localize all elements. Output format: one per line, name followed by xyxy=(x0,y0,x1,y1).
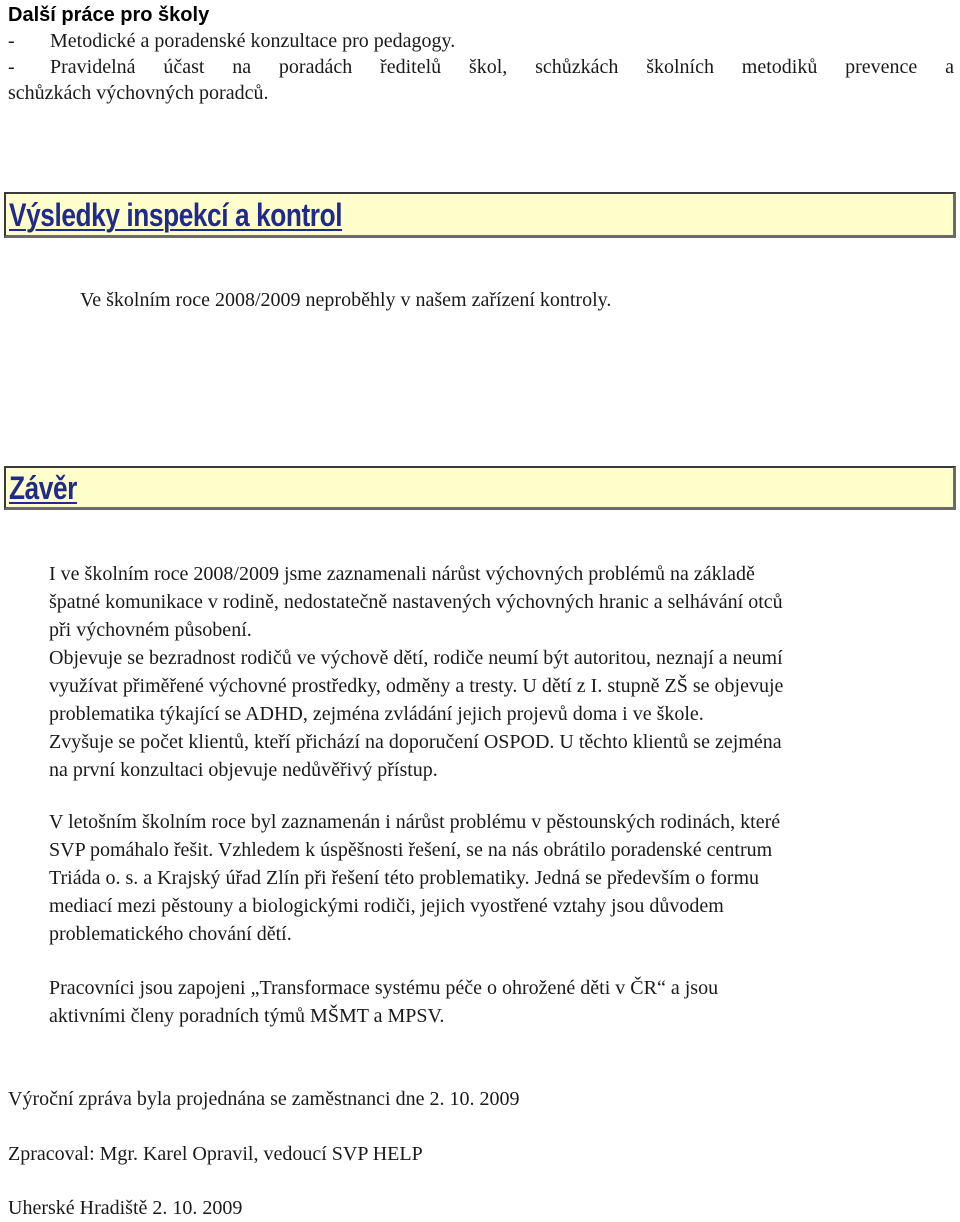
list-dash: - xyxy=(8,56,15,78)
paragraph-line: problematika týkající se ADHD, zejména zvládání jejich projevů doma i ve škole. xyxy=(49,703,704,725)
paragraph-line: aktivními členy poradních týmů MŠMT a MPSV. xyxy=(49,1005,445,1027)
paragraph-line: špatné komunikace v rodině, nedostatečně nastavených výchovných hranic a selhávání otců xyxy=(49,591,783,613)
inspections-text: Ve školním roce 2008/2009 neproběhly v našem zařízení kontroly. xyxy=(80,289,612,311)
author-line: Zpracoval: Mgr. Karel Opravil, vedoucí SVP HELP xyxy=(8,1143,423,1165)
list-item-continuation: schůzkách výchovných poradců. xyxy=(8,82,269,104)
paragraph-line: při výchovném působení. xyxy=(49,619,252,641)
conclusion-paragraph-3 xyxy=(49,974,934,1030)
list-dash: - xyxy=(8,30,15,52)
section-banner-conclusion xyxy=(4,466,956,510)
paragraph-line: problematického chování dětí. xyxy=(49,923,292,945)
list-item-text: Pravidelná účast na poradách ředitelů škol, schůzkách školních metodiků prevence a xyxy=(50,56,954,78)
section-heading-school-work: Další práce pro školy xyxy=(8,4,210,26)
section-title-inspections: Výsledky inspekcí a kontrol xyxy=(9,197,343,233)
paragraph-line: I ve školním roce 2008/2009 jsme zaznamenali nárůst výchovných problémů na základě xyxy=(49,563,755,585)
paragraph-line: Zvyšuje se počet klientů, kteří přichází na doporučení OSPOD. U těchto klientů se zejména xyxy=(49,731,782,753)
paragraph-line: Pracovníci jsou zapojeni „Transformace systému péče o ohrožené děti v ČR“ a jsou xyxy=(49,977,719,999)
conclusion-paragraph-1 xyxy=(49,560,934,784)
paragraph-line: V letošním školním roce byl zaznamenán i nárůst problému v pěstounských rodinách, které xyxy=(49,811,781,833)
paragraph-line: SVP pomáhalo řešit. Vzhledem k úspěšnosti řešení, se na nás obrátilo poradenské centrum xyxy=(49,839,773,861)
list-item xyxy=(8,28,954,54)
section-banner-inspections xyxy=(4,192,956,238)
list-item xyxy=(8,54,954,80)
place-date-line: Uherské Hradiště 2. 10. 2009 xyxy=(8,1197,243,1219)
paragraph-line: mediací mezi pěstouny a biologickými rodiči, jejich vyostřené vztahy jsou důvodem xyxy=(49,895,724,917)
paragraph-line: využívat přiměřené výchovné prostředky, odměny a tresty. U dětí z I. stupně ZŠ se objevuje xyxy=(49,675,784,697)
paragraph-line: Objevuje se bezradnost rodičů ve výchově dětí, rodiče neumí být autoritou, neznají a neumí xyxy=(49,647,783,669)
conclusion-paragraph-2 xyxy=(49,808,934,948)
approval-note: Výroční zpráva byla projednána se zaměstnanci dne 2. 10. 2009 xyxy=(8,1088,520,1110)
paragraph-line: na první konzultaci objevuje nedůvěřivý přístup. xyxy=(49,759,438,781)
section-title-conclusion: Závěr xyxy=(9,470,77,506)
paragraph-line: Triáda o. s. a Krajský úřad Zlín při řešení této problematiky. Jedná se především o formu xyxy=(49,867,760,889)
list-item-text: Metodické a poradenské konzultace pro pedagogy. xyxy=(50,30,456,52)
